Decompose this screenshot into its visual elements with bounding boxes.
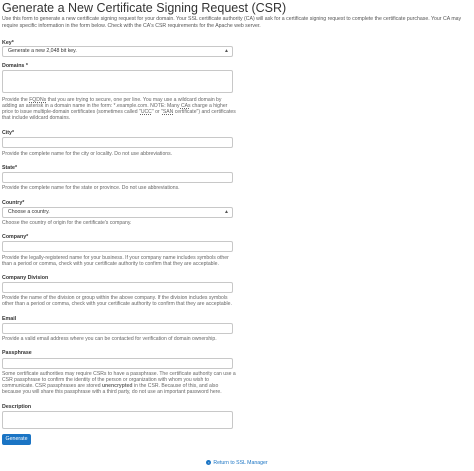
- state-help: Provide the complete name for the state or province. Do not use abbreviations.: [2, 185, 180, 191]
- country-help: Choose the country of origin for the certificate's company.: [2, 220, 132, 226]
- passphrase-input[interactable]: [2, 358, 233, 369]
- key-label: Key*: [2, 40, 14, 46]
- city-input[interactable]: [2, 137, 233, 148]
- email-input[interactable]: [2, 323, 233, 334]
- country-select-value: Choose a country.: [8, 209, 50, 215]
- email-help: Provide a valid email address where you can be contacted for verification of domain ownership.: [2, 336, 217, 342]
- city-help: Provide the complete name for the city or locality. Do not use abbreviations.: [2, 151, 173, 157]
- city-label: City*: [2, 130, 15, 136]
- domains-label: Domains *: [2, 63, 28, 69]
- state-input[interactable]: [2, 172, 233, 183]
- company-input[interactable]: [2, 241, 233, 252]
- company-help: Provide the legally-registered name for your business. If your company name includes symbols other than a period or comma, check with your certificate authority to confirm that they are acceptable.: [2, 255, 229, 268]
- passphrase-help: Some certificate authorities may require CSRs to have a passphrase. The certificate authority can use a CSR passphrase to confirm the identity of the person or organization with whom you wish to communicate. CSR passphrases are stored unencrypted in the CSR. Because of this, and also because you will share this passphrase with a third party, do not use an important password here.: [2, 371, 236, 396]
- domains-help: Provide the FQDNs that you are trying to secure, one per line. You may use a wildcard domain by adding an asterisk in a domain name in the form: *.example.com. NOTE: Many CAs charge a higher price to issue multiple-domain certificates (sometimes called "UCC" or "SAN certificate") and certificates that include wildcard domains.: [2, 97, 236, 122]
- country-label: Country*: [2, 200, 25, 206]
- chevron-down-icon: ▲: [224, 48, 229, 54]
- state-label: State*: [2, 165, 18, 171]
- passphrase-label: Passphrase: [2, 350, 32, 356]
- email-label: Email: [2, 316, 17, 322]
- division-input[interactable]: [2, 282, 233, 293]
- chevron-down-icon: ▲: [224, 209, 229, 215]
- country-select[interactable]: [2, 207, 233, 218]
- intro-text: Use this form to generate a new certificate signing request for your domain. Your SSL certificate authority (CA) will ask for a certificate signing request to complete the certificate purchase. Your CA may require specific information in the form below. Check with the CA's CSR requirements for the Apache web server.: [2, 16, 462, 29]
- return-link-label[interactable]: Return to SSL Manager: [213, 460, 268, 466]
- page-title: Generate a New Certificate Signing Request (CSR): [2, 1, 287, 15]
- domains-textarea[interactable]: [2, 70, 233, 93]
- division-help: Provide the name of the division or group within the above company. If the division includes symbols other than a period or comma, check with your certificate authority to confirm that they are acceptable.: [2, 295, 232, 308]
- generate-button[interactable]: Generate: [2, 434, 31, 445]
- arrow-left-circle-icon: ‹: [208, 460, 210, 466]
- key-select[interactable]: [2, 46, 233, 57]
- description-label: Description: [2, 404, 32, 410]
- description-textarea[interactable]: [2, 411, 233, 429]
- company-label: Company*: [2, 234, 29, 240]
- return-link[interactable]: [2, 460, 472, 466]
- division-label: Company Division: [2, 275, 49, 281]
- key-select-value: Generate a new 2,048 bit key.: [8, 48, 77, 54]
